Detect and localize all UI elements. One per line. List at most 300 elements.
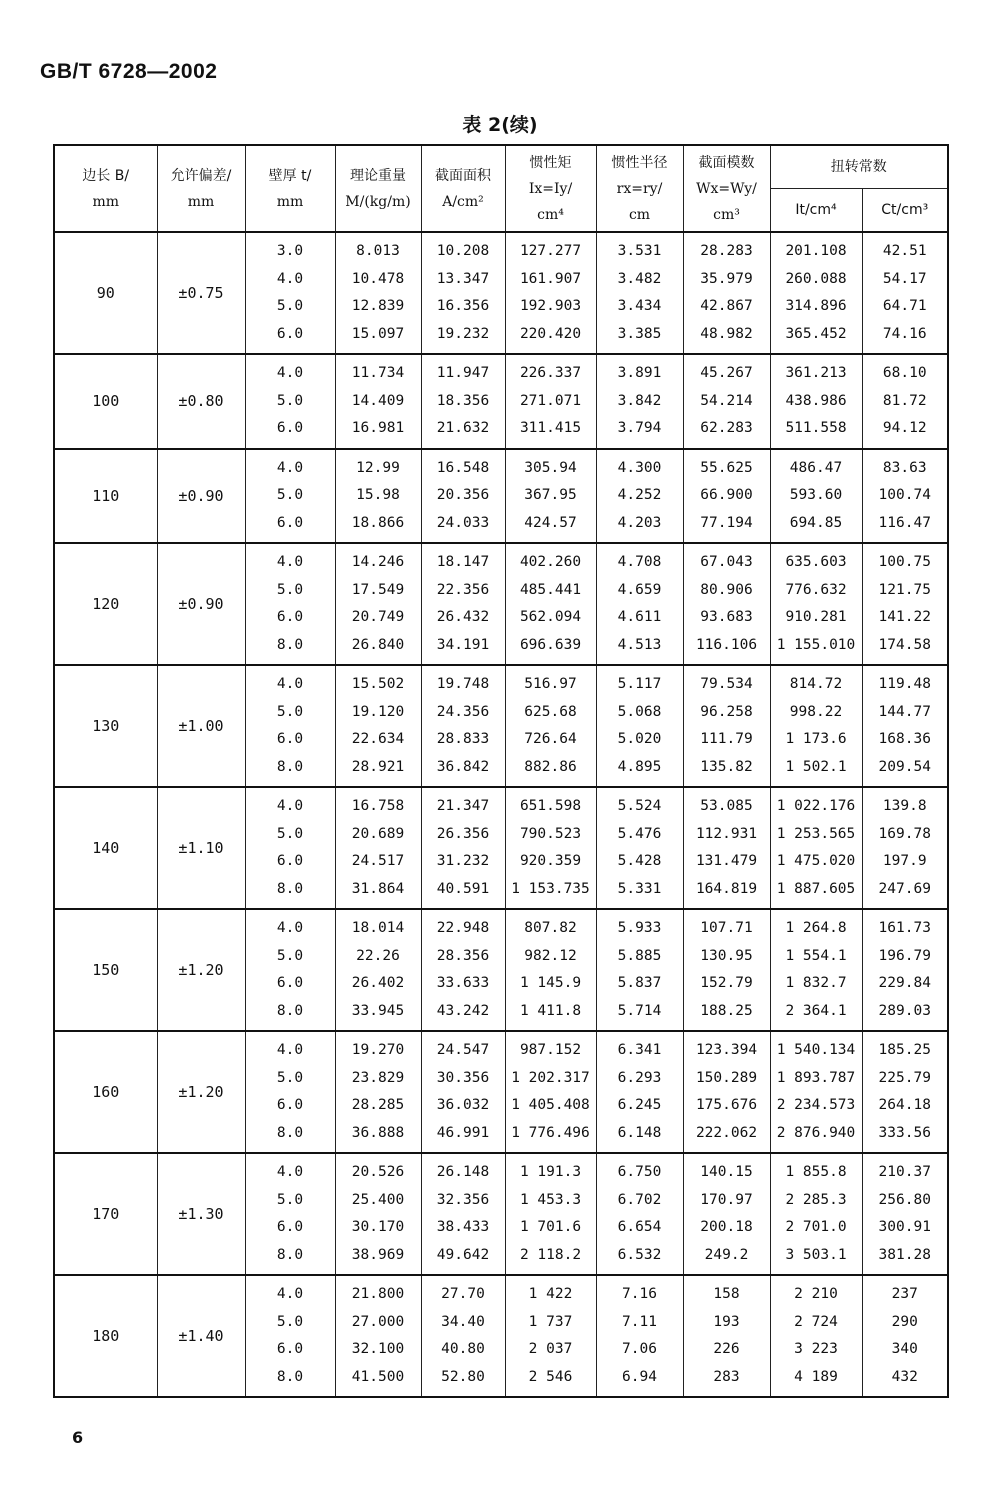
area-value: 31.232 bbox=[436, 853, 490, 869]
modulus-value: 111.79 bbox=[700, 731, 753, 747]
mass-value: 22.634 bbox=[351, 731, 405, 747]
radius-value: 5.714 bbox=[617, 1002, 662, 1019]
inertia-cell bbox=[505, 909, 596, 1031]
modulus-value: 77.194 bbox=[700, 514, 753, 531]
header-side-unit: mm bbox=[92, 193, 120, 210]
header-inertia-unit: cm⁴ bbox=[537, 206, 564, 223]
table-row bbox=[54, 232, 948, 354]
mass-value: 15.98 bbox=[356, 487, 400, 503]
torsion-it-cell bbox=[770, 1031, 862, 1153]
header-thickness bbox=[245, 145, 335, 232]
inertia-cell bbox=[505, 354, 596, 449]
mass-value: 30.170 bbox=[351, 1219, 405, 1235]
torsion-it-value: 1 893.787 bbox=[776, 1069, 856, 1086]
radius-value: 5.524 bbox=[617, 798, 662, 814]
thickness-cell bbox=[245, 1153, 335, 1275]
table-body bbox=[54, 232, 948, 1397]
torsion-ct-value: 169.78 bbox=[878, 825, 931, 842]
header-modulus bbox=[683, 145, 770, 232]
modulus-value: 193 bbox=[713, 1313, 740, 1330]
modulus-value: 55.625 bbox=[700, 459, 753, 476]
mass-value: 14.246 bbox=[351, 554, 405, 570]
radius-value: 7.06 bbox=[622, 1341, 657, 1357]
mass-value: 20.749 bbox=[351, 609, 405, 625]
mass-value: 11.734 bbox=[351, 365, 405, 381]
torsion-ct-value: 333.56 bbox=[878, 1124, 931, 1141]
header-torsion: 扭转常数 bbox=[770, 145, 948, 188]
table-title: 表 2(续) bbox=[462, 114, 538, 136]
modulus-value: 283 bbox=[713, 1368, 740, 1385]
torsion-ct-value: 139.8 bbox=[882, 798, 927, 814]
area-cell bbox=[421, 909, 505, 1031]
area-value: 20.356 bbox=[436, 487, 490, 503]
inertia-value: 367.95 bbox=[524, 487, 577, 503]
torsion-it-value: 1 475.020 bbox=[776, 853, 856, 869]
inertia-value: 1 191.3 bbox=[519, 1164, 582, 1180]
mass-value: 19.270 bbox=[351, 1042, 405, 1058]
torsion-ct-value: 100.74 bbox=[878, 487, 931, 503]
radius-value: 5.117 bbox=[617, 676, 662, 692]
header-area bbox=[421, 145, 505, 232]
radius-value: 4.895 bbox=[617, 758, 662, 775]
tolerance-cell: ±0.80 bbox=[157, 354, 245, 449]
modulus-value: 66.900 bbox=[700, 487, 753, 503]
modulus-value: 164.819 bbox=[695, 880, 758, 897]
torsion-ct-value: 100.75 bbox=[878, 554, 931, 570]
page-number: 6 bbox=[72, 1428, 84, 1447]
radius-value: 7.11 bbox=[622, 1313, 657, 1330]
torsion-ct-value: 94.12 bbox=[882, 420, 927, 436]
header-thickness-unit: mm bbox=[276, 193, 304, 210]
tolerance-cell: ±0.90 bbox=[157, 543, 245, 665]
standard-code: GB/T 6728—2002 bbox=[40, 60, 218, 83]
area-cell bbox=[421, 354, 505, 449]
inertia-cell bbox=[505, 665, 596, 787]
header-side bbox=[54, 145, 157, 232]
header-modulus-label: 截面模数 bbox=[698, 154, 755, 171]
inertia-value: 625.68 bbox=[524, 703, 577, 720]
header-inertia bbox=[505, 145, 596, 232]
area-value: 11.947 bbox=[436, 365, 490, 381]
radius-value: 6.148 bbox=[617, 1124, 662, 1141]
inertia-value: 562.094 bbox=[519, 609, 582, 625]
modulus-value: 45.267 bbox=[700, 365, 753, 381]
inertia-value: 1 411.8 bbox=[519, 1002, 582, 1019]
torsion-ct-value: 144.77 bbox=[878, 703, 931, 720]
header-radius bbox=[596, 145, 683, 232]
mass-cell bbox=[335, 787, 421, 909]
modulus-cell bbox=[683, 787, 770, 909]
torsion-ct-value: 116.47 bbox=[878, 514, 931, 531]
area-value: 27.70 bbox=[441, 1286, 485, 1302]
inertia-value: 882.86 bbox=[524, 758, 577, 775]
torsion-it-cell bbox=[770, 665, 862, 787]
table-row bbox=[54, 1031, 948, 1153]
torsion-ct-value: 381.28 bbox=[878, 1246, 931, 1263]
radius-cell bbox=[596, 787, 683, 909]
modulus-value: 140.15 bbox=[700, 1164, 753, 1180]
area-cell bbox=[421, 543, 505, 665]
mass-value: 33.945 bbox=[351, 1002, 405, 1019]
modulus-value: 93.683 bbox=[700, 609, 753, 625]
inertia-cell bbox=[505, 449, 596, 544]
modulus-value: 130.95 bbox=[700, 947, 753, 964]
side-length-cell: 120 bbox=[54, 543, 157, 665]
side-length-cell: 140 bbox=[54, 787, 157, 909]
radius-cell bbox=[596, 665, 683, 787]
inertia-value: 220.420 bbox=[519, 325, 582, 342]
torsion-it-cell bbox=[770, 909, 862, 1031]
side-length-cell: 100 bbox=[54, 354, 157, 449]
modulus-cell bbox=[683, 1275, 770, 1397]
area-value: 10.208 bbox=[436, 243, 490, 259]
modulus-value: 42.867 bbox=[700, 298, 753, 314]
radius-value: 5.428 bbox=[617, 853, 662, 869]
thickness-value: 5.0 bbox=[276, 825, 304, 842]
area-cell bbox=[421, 665, 505, 787]
thickness-value: 4.0 bbox=[276, 365, 304, 381]
torsion-ct-value: 432 bbox=[891, 1368, 918, 1385]
mass-value: 19.120 bbox=[351, 703, 405, 720]
thickness-cell bbox=[245, 354, 335, 449]
thickness-cell bbox=[245, 787, 335, 909]
torsion-it-value: 361.213 bbox=[785, 365, 847, 381]
torsion-it-value: 776.632 bbox=[785, 581, 847, 598]
header-side-label: 边长 B/ bbox=[82, 167, 130, 184]
radius-value: 6.293 bbox=[617, 1069, 662, 1086]
modulus-value: 131.479 bbox=[695, 853, 758, 869]
thickness-value: 5.0 bbox=[276, 947, 304, 964]
torsion-it-value: 635.603 bbox=[785, 554, 847, 570]
modulus-value: 249.2 bbox=[704, 1246, 749, 1263]
torsion-ct-value: 264.18 bbox=[878, 1097, 931, 1113]
radius-value: 6.341 bbox=[617, 1042, 662, 1058]
torsion-it-value: 1 155.010 bbox=[776, 636, 856, 653]
torsion-ct-value: 121.75 bbox=[878, 581, 931, 598]
tolerance-cell: ±1.20 bbox=[157, 1031, 245, 1153]
mass-value: 21.800 bbox=[351, 1286, 405, 1302]
modulus-value: 53.085 bbox=[700, 798, 753, 814]
torsion-it-value: 1 887.605 bbox=[776, 880, 856, 897]
inertia-cell bbox=[505, 232, 596, 354]
radius-cell bbox=[596, 1153, 683, 1275]
table-row bbox=[54, 1275, 948, 1397]
radius-cell bbox=[596, 909, 683, 1031]
torsion-ct-value: 64.71 bbox=[882, 298, 927, 314]
torsion-it-value: 1 502.1 bbox=[785, 758, 847, 775]
radius-value: 3.482 bbox=[617, 270, 662, 287]
radius-value: 6.750 bbox=[617, 1164, 662, 1180]
radius-value: 5.837 bbox=[617, 975, 662, 991]
mass-value: 14.409 bbox=[351, 392, 405, 409]
header-modulus-formula: Wx=Wy/ bbox=[696, 180, 757, 197]
radius-value: 6.654 bbox=[617, 1219, 662, 1235]
mass-value: 28.921 bbox=[351, 758, 405, 775]
header-tolerance-unit: mm bbox=[187, 193, 215, 210]
modulus-value: 35.979 bbox=[700, 270, 753, 287]
tolerance-cell: ±0.90 bbox=[157, 449, 245, 544]
thickness-value: 4.0 bbox=[276, 554, 304, 570]
mass-value: 18.014 bbox=[351, 920, 405, 936]
thickness-value: 4.0 bbox=[276, 459, 304, 476]
inertia-value: 424.57 bbox=[524, 514, 577, 531]
mass-value: 10.478 bbox=[351, 270, 405, 287]
area-value: 43.242 bbox=[436, 1002, 490, 1019]
thickness-value: 8.0 bbox=[276, 1124, 304, 1141]
inertia-value: 305.94 bbox=[524, 459, 577, 476]
mass-value: 17.549 bbox=[351, 581, 405, 598]
radius-value: 4.203 bbox=[617, 514, 662, 531]
torsion-it-value: 2 234.573 bbox=[776, 1097, 856, 1113]
modulus-value: 152.79 bbox=[700, 975, 753, 991]
torsion-it-cell bbox=[770, 354, 862, 449]
inertia-value: 1 776.496 bbox=[511, 1124, 590, 1141]
mass-cell bbox=[335, 543, 421, 665]
tolerance-cell: ±0.75 bbox=[157, 232, 245, 354]
torsion-ct-value: 247.69 bbox=[878, 880, 931, 897]
area-value: 36.842 bbox=[436, 758, 490, 775]
mass-value: 26.402 bbox=[351, 975, 405, 991]
modulus-value: 48.982 bbox=[700, 325, 753, 342]
torsion-ct-value: 196.79 bbox=[878, 947, 931, 964]
modulus-value: 175.676 bbox=[695, 1097, 758, 1113]
torsion-ct-value: 68.10 bbox=[882, 365, 927, 381]
table-row bbox=[54, 354, 948, 449]
thickness-value: 5.0 bbox=[276, 1313, 304, 1330]
mass-cell bbox=[335, 1031, 421, 1153]
torsion-ct-value: 290 bbox=[891, 1313, 918, 1330]
table-row bbox=[54, 1153, 948, 1275]
torsion-it-value: 201.108 bbox=[785, 243, 847, 259]
radius-value: 6.245 bbox=[617, 1097, 662, 1113]
modulus-value: 222.062 bbox=[695, 1124, 758, 1141]
area-value: 38.433 bbox=[436, 1219, 490, 1235]
table-row bbox=[54, 909, 948, 1031]
inertia-value: 271.071 bbox=[519, 392, 582, 409]
area-value: 21.632 bbox=[436, 420, 490, 436]
thickness-value: 4.0 bbox=[276, 676, 304, 692]
area-value: 26.432 bbox=[436, 609, 490, 625]
area-cell bbox=[421, 1153, 505, 1275]
inertia-value: 696.639 bbox=[519, 636, 582, 653]
inertia-value: 161.907 bbox=[519, 270, 582, 287]
inertia-value: 920.359 bbox=[519, 853, 582, 869]
header-area-label: 截面面积 bbox=[435, 167, 491, 184]
tolerance-cell: ±1.40 bbox=[157, 1275, 245, 1397]
inertia-value: 807.82 bbox=[524, 920, 577, 936]
area-cell bbox=[421, 1275, 505, 1397]
torsion-it-value: 314.896 bbox=[785, 298, 847, 314]
torsion-it-cell bbox=[770, 543, 862, 665]
torsion-ct-value: 161.73 bbox=[878, 920, 931, 936]
mass-value: 23.829 bbox=[351, 1069, 405, 1086]
torsion-ct-value: 185.25 bbox=[878, 1042, 931, 1058]
mass-value: 20.526 bbox=[351, 1164, 405, 1180]
thickness-value: 8.0 bbox=[276, 758, 304, 775]
radius-value: 3.434 bbox=[617, 298, 662, 314]
modulus-value: 226 bbox=[713, 1341, 740, 1357]
torsion-ct-value: 168.36 bbox=[878, 731, 931, 747]
torsion-it-value: 694.85 bbox=[789, 514, 843, 531]
inertia-value: 726.64 bbox=[524, 731, 577, 747]
header-radius-formula: rx=ry/ bbox=[616, 180, 663, 197]
torsion-it-value: 1 253.565 bbox=[776, 825, 856, 842]
torsion-it-value: 3 223 bbox=[794, 1341, 838, 1357]
torsion-it-value: 1 554.1 bbox=[785, 947, 847, 964]
header-mass bbox=[335, 145, 421, 232]
area-value: 34.191 bbox=[436, 636, 490, 653]
thickness-value: 4.0 bbox=[276, 1042, 304, 1058]
tolerance-cell: ±1.10 bbox=[157, 787, 245, 909]
torsion-it-cell bbox=[770, 232, 862, 354]
torsion-it-value: 2 724 bbox=[794, 1313, 838, 1330]
thickness-value: 5.0 bbox=[276, 1191, 304, 1208]
torsion-ct-cell bbox=[862, 1275, 948, 1397]
torsion-ct-value: 229.84 bbox=[878, 975, 931, 991]
inertia-value: 2 118.2 bbox=[519, 1246, 582, 1263]
thickness-value: 5.0 bbox=[276, 703, 304, 720]
area-value: 32.356 bbox=[436, 1191, 490, 1208]
radius-value: 6.702 bbox=[617, 1191, 662, 1208]
header-mass-label: 理论重量 bbox=[350, 167, 406, 184]
inertia-value: 651.598 bbox=[519, 798, 582, 814]
inertia-value: 2 546 bbox=[528, 1368, 573, 1385]
modulus-value: 62.283 bbox=[700, 420, 753, 436]
header-torsion-ct: Ct/cm³ bbox=[862, 188, 948, 232]
thickness-value: 6.0 bbox=[276, 420, 304, 436]
radius-cell bbox=[596, 354, 683, 449]
area-value: 22.356 bbox=[436, 581, 490, 598]
mass-value: 16.981 bbox=[351, 420, 405, 436]
radius-value: 5.068 bbox=[617, 703, 662, 720]
radius-cell bbox=[596, 449, 683, 544]
thickness-value: 8.0 bbox=[276, 1368, 304, 1385]
modulus-cell bbox=[683, 1153, 770, 1275]
thickness-value: 6.0 bbox=[276, 1219, 304, 1235]
inertia-value: 790.523 bbox=[519, 825, 582, 842]
thickness-cell bbox=[245, 909, 335, 1031]
modulus-cell bbox=[683, 232, 770, 354]
modulus-value: 54.214 bbox=[700, 392, 753, 409]
torsion-ct-value: 237 bbox=[891, 1286, 918, 1302]
tolerance-cell: ±1.20 bbox=[157, 909, 245, 1031]
torsion-ct-value: 83.63 bbox=[882, 459, 927, 476]
area-value: 30.356 bbox=[436, 1069, 490, 1086]
modulus-value: 123.394 bbox=[695, 1042, 758, 1058]
mass-value: 20.689 bbox=[351, 825, 405, 842]
radius-value: 3.531 bbox=[617, 243, 662, 259]
thickness-cell bbox=[245, 665, 335, 787]
inertia-value: 226.337 bbox=[519, 365, 582, 381]
radius-value: 4.513 bbox=[617, 636, 662, 653]
header-inertia-formula: Ix=Iy/ bbox=[528, 180, 573, 197]
mass-value: 22.26 bbox=[356, 947, 400, 964]
table-row bbox=[54, 787, 948, 909]
area-value: 21.347 bbox=[436, 798, 490, 814]
torsion-it-value: 998.22 bbox=[789, 703, 843, 720]
thickness-value: 4.0 bbox=[276, 270, 304, 287]
area-value: 16.548 bbox=[436, 459, 490, 476]
radius-value: 5.476 bbox=[617, 825, 662, 842]
thickness-value: 6.0 bbox=[276, 1341, 304, 1357]
mass-value: 12.839 bbox=[351, 298, 405, 314]
torsion-ct-cell bbox=[862, 1153, 948, 1275]
thickness-value: 8.0 bbox=[276, 1002, 304, 1019]
radius-value: 3.794 bbox=[617, 420, 662, 436]
modulus-value: 67.043 bbox=[700, 554, 753, 570]
header-tolerance bbox=[157, 145, 245, 232]
modulus-cell bbox=[683, 1031, 770, 1153]
mass-value: 18.866 bbox=[351, 514, 405, 531]
thickness-value: 4.0 bbox=[276, 798, 304, 814]
mass-cell bbox=[335, 1275, 421, 1397]
inertia-value: 1 145.9 bbox=[519, 975, 582, 991]
mass-value: 15.502 bbox=[351, 676, 405, 692]
mass-cell bbox=[335, 232, 421, 354]
thickness-value: 5.0 bbox=[276, 392, 304, 409]
inertia-value: 1 453.3 bbox=[519, 1191, 582, 1208]
radius-value: 7.16 bbox=[622, 1286, 657, 1302]
torsion-it-cell bbox=[770, 1153, 862, 1275]
mass-value: 28.285 bbox=[351, 1097, 405, 1113]
area-value: 33.633 bbox=[436, 975, 490, 991]
torsion-ct-cell bbox=[862, 787, 948, 909]
radius-value: 4.252 bbox=[617, 487, 662, 503]
side-length-cell: 160 bbox=[54, 1031, 157, 1153]
mass-value: 26.840 bbox=[351, 636, 405, 653]
mass-value: 24.517 bbox=[351, 853, 405, 869]
area-value: 13.347 bbox=[436, 270, 490, 287]
radius-value: 6.532 bbox=[617, 1246, 662, 1263]
torsion-ct-value: 209.54 bbox=[878, 758, 931, 775]
torsion-it-value: 1 173.6 bbox=[785, 731, 847, 747]
torsion-it-value: 1 855.8 bbox=[785, 1164, 847, 1180]
area-value: 46.991 bbox=[436, 1124, 490, 1141]
area-value: 28.833 bbox=[436, 731, 490, 747]
torsion-it-value: 2 701.0 bbox=[785, 1219, 847, 1235]
modulus-value: 80.906 bbox=[700, 581, 753, 598]
modulus-cell bbox=[683, 665, 770, 787]
side-length-cell: 170 bbox=[54, 1153, 157, 1275]
torsion-it-value: 2 364.1 bbox=[785, 1002, 847, 1019]
mass-cell bbox=[335, 1153, 421, 1275]
torsion-it-value: 593.60 bbox=[789, 487, 843, 503]
table-row bbox=[54, 543, 948, 665]
inertia-value: 402.260 bbox=[519, 554, 582, 570]
torsion-ct-value: 174.58 bbox=[878, 636, 931, 653]
inertia-value: 2 037 bbox=[528, 1341, 573, 1357]
header-radius-label: 惯性半径 bbox=[611, 154, 668, 171]
thickness-value: 8.0 bbox=[276, 636, 304, 653]
inertia-value: 516.97 bbox=[524, 676, 577, 692]
inertia-value: 1 153.735 bbox=[511, 880, 590, 897]
modulus-value: 158 bbox=[713, 1286, 740, 1302]
inertia-cell bbox=[505, 543, 596, 665]
torsion-ct-value: 197.9 bbox=[882, 853, 927, 869]
modulus-cell bbox=[683, 449, 770, 544]
area-value: 24.033 bbox=[436, 514, 490, 531]
thickness-value: 5.0 bbox=[276, 581, 304, 598]
torsion-it-cell bbox=[770, 1275, 862, 1397]
radius-value: 4.611 bbox=[617, 609, 662, 625]
inertia-value: 311.415 bbox=[519, 420, 582, 436]
torsion-ct-cell bbox=[862, 543, 948, 665]
radius-value: 5.933 bbox=[617, 920, 662, 936]
torsion-it-value: 1 540.134 bbox=[776, 1042, 856, 1058]
torsion-ct-value: 81.72 bbox=[882, 392, 927, 409]
inertia-value: 1 701.6 bbox=[519, 1219, 582, 1235]
side-length-cell: 110 bbox=[54, 449, 157, 544]
